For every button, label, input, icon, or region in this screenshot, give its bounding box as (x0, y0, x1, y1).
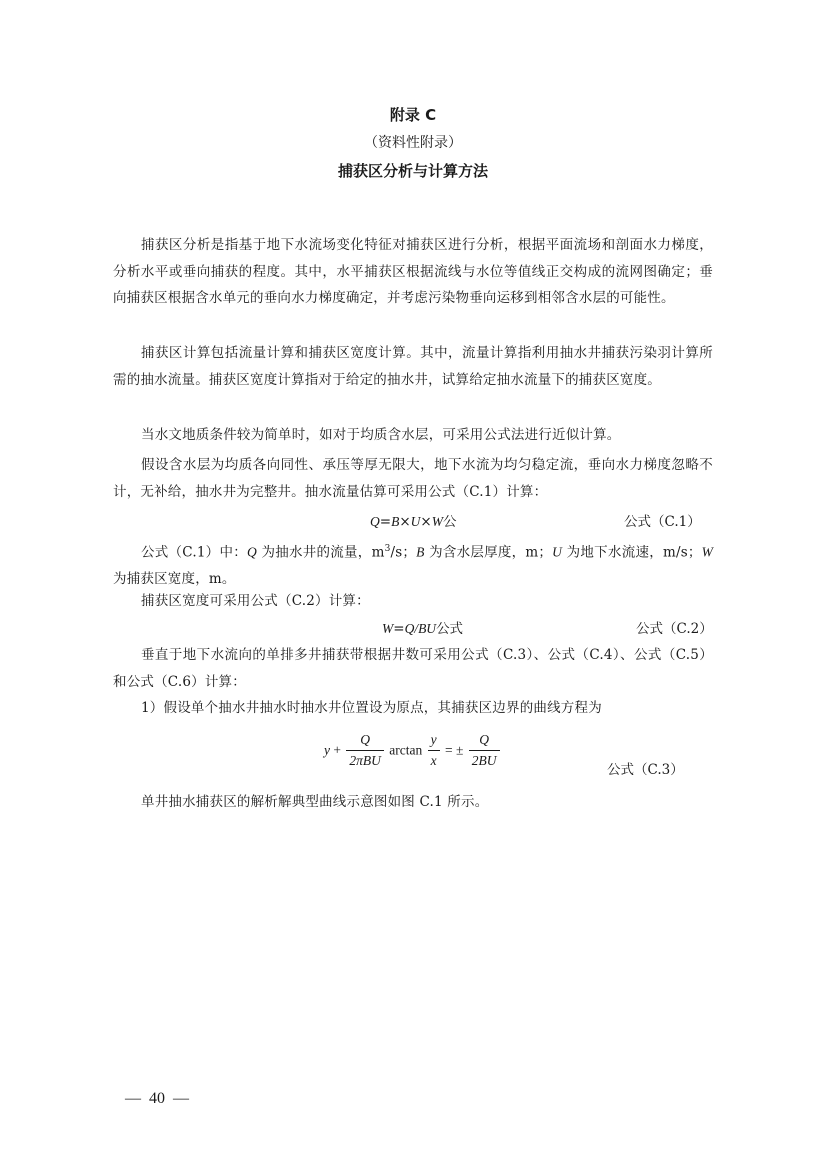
p5-c: /s； (390, 544, 417, 561)
eq1-q: Q (370, 514, 380, 529)
eq3-den1: 2πBU (349, 753, 381, 768)
eq3-fraction-1 (346, 730, 384, 771)
eq3-den3: 2BU (471, 753, 497, 768)
eq3-den2: x (430, 753, 437, 768)
eq2-suffix: 公式 (436, 621, 464, 637)
p5-q: Q (246, 544, 257, 560)
paragraph-2: 捕获区计算包括流量计算和捕获区宽度计算。其中，流量计算指利用抽水井捕获污染羽计算所需的抽水流量。捕获区宽度计算指对于给定的抽水井，试算给定抽水流量下的捕获区宽度。 (113, 345, 713, 388)
paragraph-1: 捕获区分析是指基于地下水流场变化特征对捕获区进行分析，根据平面流场和剖面水力梯度，分析水平或垂向捕获的程度。其中，水平捕获区根据流线与水位等值线正交构成的流网图确定；垂向捕获区根据含水单元的垂向水力梯度确定，并考虑污染物垂向运移到相邻含水层的可能性。 (113, 237, 713, 306)
p5-w: W (701, 544, 714, 560)
p5-e: 为地下水流速，m/s； (562, 544, 702, 561)
eq3-arctan: arctan (389, 742, 423, 758)
paragraph-7: 垂直于地下水流向的单排多井捕获带根据井数可采用公式（C.3）、公式（C.4）、公式（C.5）和公式（C.6）计算： (113, 647, 713, 690)
eq2-w: W (382, 621, 394, 636)
p5-sup: 3 (384, 544, 391, 554)
section-heading: 捕获区分析与计算方法 (337, 162, 488, 180)
equation-c3 (324, 730, 502, 771)
p5-d: 为含水层厚度，m； (424, 544, 553, 561)
equation-c1 (370, 510, 456, 530)
p5-b: 为抽水井的流量，m (256, 544, 385, 561)
appendix-title: 附录 C (389, 106, 437, 124)
paragraph-3: 当水文地质条件较为简单时，如对于均质含水层，可采用公式法进行近似计算。 (141, 427, 621, 443)
eq2-qbu: Q/BU (404, 621, 437, 636)
eq3-num1: Q (346, 730, 384, 751)
paragraph-5 (113, 536, 713, 593)
equation-c1-label: 公式（C.1） (624, 514, 701, 530)
eq1-suffix: 公 (442, 514, 457, 530)
eq1-times1: × (399, 514, 411, 530)
eq1-u: U (410, 514, 421, 529)
eq3-y: y (324, 742, 330, 758)
paragraph-4: 假设含水层为均质各向同性、承压等厚无限大，地下水流为均匀稳定流，垂向水力梯度忽略不计，无补给，抽水井为完整井。抽水流量估算可采用公式（C.1）计算： (113, 457, 713, 500)
eq3-fraction-2 (428, 730, 440, 771)
eq3-fraction-3 (469, 730, 500, 771)
eq1-w: W (431, 514, 443, 529)
p5-a: 公式（C.1）中： (141, 544, 247, 561)
page-number: — 40 — (125, 1090, 189, 1107)
p5-u: U (552, 544, 563, 560)
appendix-subtitle: （资料性附录） (364, 135, 462, 151)
equation-c2 (382, 617, 463, 637)
equation-c2-label: 公式（C.2） (636, 621, 713, 637)
eq3-num3: Q (469, 730, 500, 751)
paragraph-8: 1）假设单个抽水井抽水时抽水井位置设为原点，其捕获区边界的曲线方程为 (141, 700, 602, 716)
equation-c3-label: 公式（C.3） (607, 762, 684, 778)
paragraph-6: 捕获区宽度可采用公式（C.2）计算： (141, 593, 370, 609)
eq3-num2: y (428, 730, 440, 751)
p5-bvar: B (416, 544, 425, 560)
eq3-plus: + (333, 742, 341, 758)
p5-f: 为捕获区宽度，m。 (113, 571, 236, 587)
eq3-eqpm: = ± (445, 742, 464, 758)
paragraph-9: 单井抽水捕获区的解析解典型曲线示意图如图 C.1 所示。 (141, 794, 489, 810)
eq1-eq: = (379, 514, 392, 530)
eq2-eq: = (393, 621, 405, 637)
eq1-times2: × (420, 514, 432, 530)
eq1-b: B (391, 514, 400, 529)
